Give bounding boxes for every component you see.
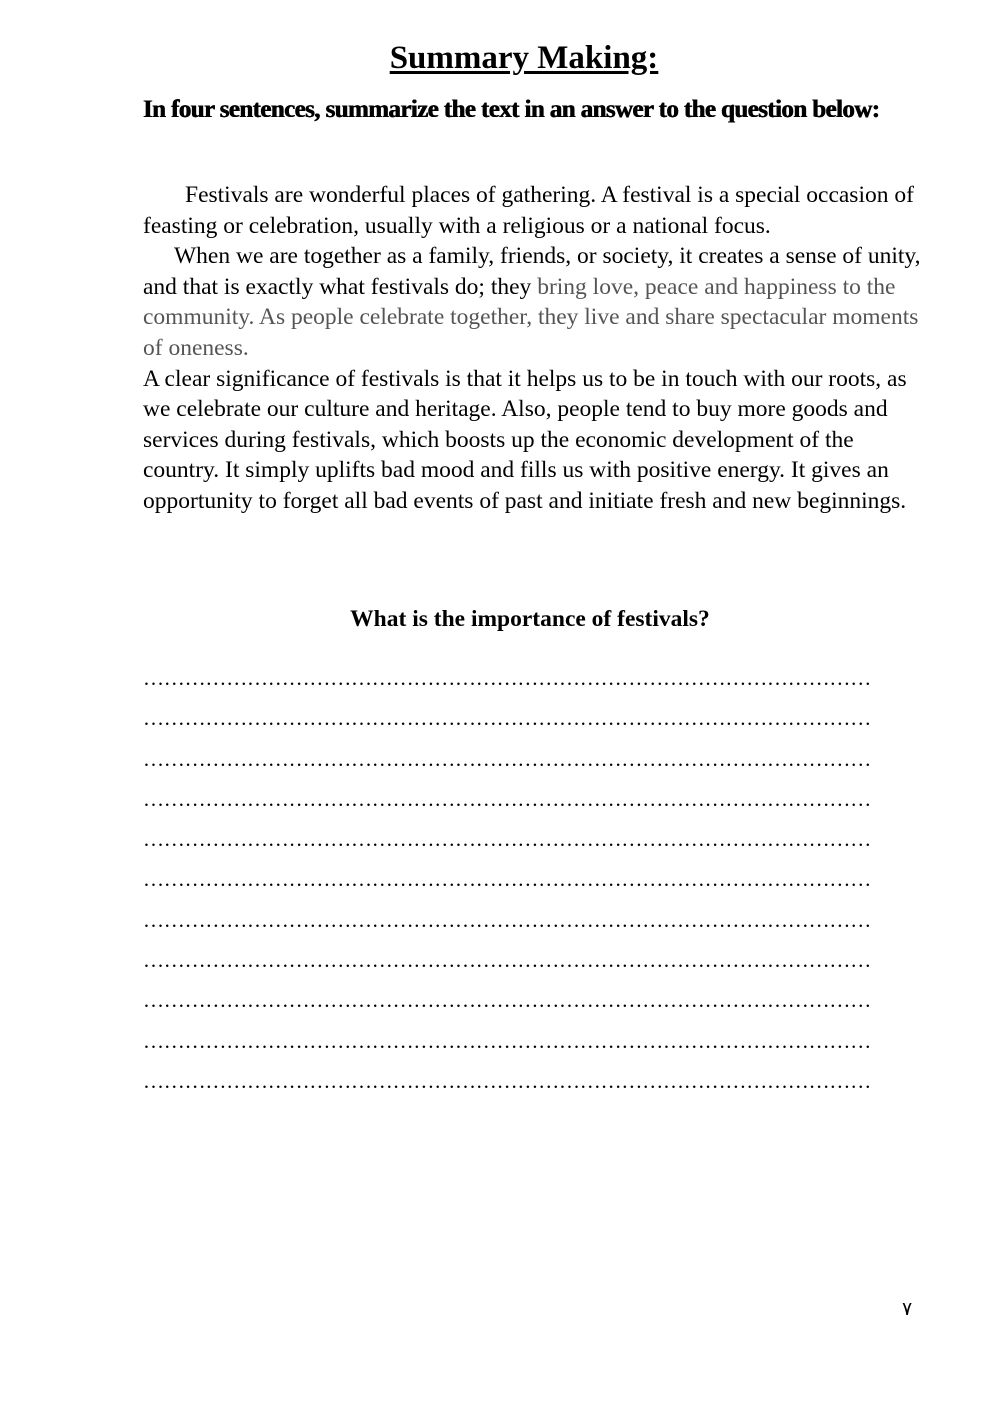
- passage-paragraph-2: [143, 241, 923, 363]
- answer-line[interactable]: ……………………………………………………………………………………………: [143, 1028, 872, 1053]
- answer-line[interactable]: ……………………………………………………………………………………………: [143, 827, 872, 852]
- answer-line[interactable]: ……………………………………………………………………………………………: [143, 948, 872, 973]
- answer-line[interactable]: ……………………………………………………………………………………………: [143, 666, 872, 690]
- reading-passage: [143, 180, 923, 517]
- answer-line[interactable]: ……………………………………………………………………………………………: [143, 786, 872, 811]
- passage-paragraph-1: Festivals are wonderful places of gathering. A festival is a special occasion of feasting or celebration, usually with a religious or a national focus.: [143, 182, 914, 239]
- page-number: ٧: [902, 1298, 913, 1320]
- question-heading: What is the importance of festivals?: [350, 606, 710, 632]
- passage-paragraph-3: A clear significance of festivals is that it helps us to be in touch with our roots, as we celebrate our culture and heritage. Also, people tend to buy more goods and services during festivals, which boosts up the economic development of the country. It simply uplifts bad mood and fills us with positive energy. It gives an opportunity to forget all bad events of past and initiate fresh and new beginnings.: [143, 365, 907, 514]
- answer-line[interactable]: ……………………………………………………………………………………………: [143, 988, 872, 1013]
- answer-line[interactable]: ……………………………………………………………………………………………: [143, 706, 872, 731]
- page-title: Summary Making:: [389, 40, 659, 76]
- passage-paragraph-2-start: When we are together as a family, friends, or society, it creates a sense of unity, and that is exactly what festivals do; they: [143, 243, 921, 300]
- answer-area: [143, 664, 923, 1107]
- answer-line[interactable]: ……………………………………………………………………………………………: [143, 1068, 872, 1093]
- answer-line[interactable]: ……………………………………………………………………………………………: [143, 746, 872, 771]
- instruction-text: In four sentences, summarize the text in an answer to the question below:: [143, 96, 880, 123]
- answer-line[interactable]: ……………………………………………………………………………………………: [143, 867, 872, 892]
- answer-line[interactable]: ……………………………………………………………………………………………: [143, 907, 872, 932]
- passage-paragraph-2-faded: bring love, peace and happiness to the community. As people celebrate together, they live and share spectacular moments of oneness.: [143, 273, 919, 361]
